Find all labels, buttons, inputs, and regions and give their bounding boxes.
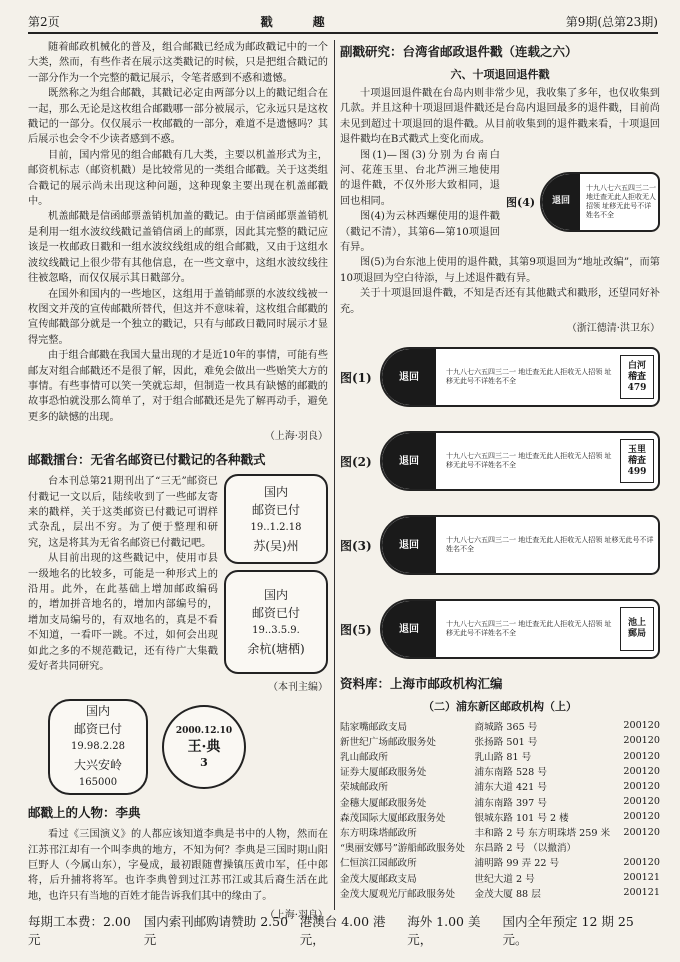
figure-5 bbox=[340, 590, 660, 668]
table-row bbox=[340, 764, 660, 779]
table-cell-zip: 200120 bbox=[623, 735, 660, 747]
arena-article bbox=[28, 474, 328, 693]
stamp-line: 邮资已付 bbox=[251, 606, 300, 621]
person-title: 邮戳上的人物：李典 bbox=[28, 805, 141, 821]
intro-paragraph: 在国外和国内的一些地区，这组用于盖销邮票的水波纹线被一枚图文并茂的宣传邮戳所替代，但这并不意味着，这枚组合邮戳的宣传邮戳部分就是一个独立的戳记，只有与邮政日戳同时展示才显得完整。 bbox=[28, 288, 328, 346]
table-cell-name: 证券大厦邮政服务处 bbox=[340, 767, 427, 779]
intro-article bbox=[28, 40, 328, 442]
table-cell-addr: 张扬路 501 号 bbox=[474, 736, 538, 748]
return-stamp-body bbox=[380, 515, 660, 575]
postage-paid-stamp-2 bbox=[224, 570, 328, 674]
table-cell-zip: 200120 bbox=[623, 720, 660, 732]
intro-paragraph: 目前，国内常见的组合邮戳有几大类，主要以机盖形式为主，邮资机标志（邮资机戳）是比较常见的一类组合邮戳。关于这类组合戳记的展示尚未出现这种问题，这种现象主要出现在机盖邮戳中。 bbox=[28, 149, 328, 208]
table-cell-zip: 200120 bbox=[623, 856, 660, 868]
stamp-line: 邮资已付 bbox=[251, 503, 300, 518]
arena-paragraph: 台本刊总第21期刊出了“三无”邮资已付戳记一文以后，陆续收到了一些邮友寄来的戳样，关于这类邮资已付戳记可谓样式杂乱，层出不穷。为了便于整理和研究，这是将其为无省名邮资已付戳记吧。 bbox=[28, 476, 218, 549]
postage-paid-stamp-1 bbox=[224, 474, 328, 564]
right-column bbox=[340, 40, 660, 900]
footer-price: 每期工本费：2.00 元 bbox=[28, 914, 131, 947]
stamp-line: 2000.12.10 bbox=[175, 725, 233, 736]
return-label: 退回 bbox=[382, 349, 436, 405]
library-subtitle: （二）浦东新区邮政机构（上） bbox=[423, 700, 577, 714]
return-items: 十九八七六五四三二一 地迁查无此人拒收无人招领 址移无此号不详姓名不全 bbox=[446, 536, 654, 554]
office-tag bbox=[620, 439, 654, 483]
series-paragraph: 十项退回退件戳在台岛内则非常少见，我收集了多年，也仅收集到几款。并且这种十项退回退件戳还是台岛内退回最多的退件戳，目前尚未见到超过十项退回的退件戳。从目前收集到的退件戳来看，十项退回退件戳均在B式戳式上变化而成。 bbox=[340, 88, 660, 146]
tag-line: 郵局 bbox=[627, 629, 646, 640]
table-row bbox=[340, 824, 660, 839]
stamp-line: 邮资已付 bbox=[73, 722, 122, 737]
stamp-line: 19..1.2.18 bbox=[250, 522, 302, 534]
footer-overseas: 海外 1.00 美元， bbox=[407, 914, 481, 947]
column-divider bbox=[334, 40, 335, 910]
arena-paragraph: 从目前出现的这些戳记中，使用市县一级地名的比较多，可能是一种形式上的沿用。此外，在此基础上增加邮政编码的，增加拼音地名的，增加内部编号的，增加支局编号的，有双地名的，真是不看不知道，一看吓一跳。不过，如何会出现如此之多的不规范戳记，还有待广大集戳爱好者共同研究。 bbox=[28, 553, 218, 673]
table-cell-name: 新世纪广场邮政服务处 bbox=[340, 736, 436, 748]
tag-line: 池上 bbox=[627, 618, 646, 629]
issue-number: 第9期(总第23期) bbox=[565, 14, 658, 29]
footer-yearly: 国内全年预定 12 期 25 元。 bbox=[502, 914, 634, 947]
table-row bbox=[340, 809, 660, 824]
series-title: 副戳研究：台湾省邮政退件戳（连载之六） bbox=[340, 44, 578, 59]
table-cell-name: 仁恒滨江园邮政所 bbox=[340, 858, 417, 870]
figures-list bbox=[340, 338, 660, 668]
table-cell-addr: 世纪大道 2 号 bbox=[474, 873, 535, 885]
table-cell-addr: 丰和路 2 号 东方明珠塔 259 米 bbox=[474, 828, 611, 839]
person-paragraph: 看过《三国演义》的人都应该知道李典是书中的人物，然而在江苏邗江却有一个叫李典的地方，不知为何？李典是三国时期山阳巨野人（今属山东），字曼成，最初跟随曹操镇压黄巾军，任中郎将，后升捕将将军。也许李典曾到过江苏邗江或其后裔生活在此地，也许只有当地的百姓才能告诉我们其中的缘由了。 bbox=[28, 829, 328, 902]
chapter-title: 六、十项退回退件戳 bbox=[450, 68, 550, 81]
table-row bbox=[340, 779, 660, 794]
table-cell-name: 陆家嘴邮政支局 bbox=[340, 721, 408, 733]
intro-paragraph: 机盖邮戳是信函邮票盖销机加盖的戳记。由于信函邮票盖销机是利用一组水波纹线戳记盖销信函上的邮票，因此其完整的戳记应该是一枚邮政日戳和一组水波纹线组成的组合邮戳，又由于这组水波纹线戳记上很少带有其他信息，在一些文章中，这组水波纹线往往被忽略，而仅仅展示其日戳部分。 bbox=[28, 211, 328, 285]
return-items: 十九八七六五四三二一 地迁查无此人拒收无人招领 址移无此号不详姓名不全 bbox=[446, 368, 612, 386]
series-author: （浙江德清·洪卫东） bbox=[566, 323, 660, 335]
series-paragraph: 图(5)为台东池上使用的退件戳，其第9项退回为“地址改编”，而第10项退回为空白待添，与上述退件戳有异。 bbox=[340, 257, 660, 284]
table-cell-zip: 200120 bbox=[623, 780, 660, 792]
table-cell-addr: 浦东南路 528 号 bbox=[474, 767, 547, 779]
lidian-postmark bbox=[162, 705, 246, 789]
table-cell-zip: 200120 bbox=[623, 796, 660, 808]
series-paragraph: 关于十项退回退件戳，不知是否还有其他戳式和戳形，还望同好补充。 bbox=[340, 288, 660, 315]
return-items: 十九八七六五四三二一 地迁查无此人拒收无人招领 址移无此号不详姓名不全 bbox=[446, 620, 612, 638]
table-row bbox=[340, 870, 660, 885]
table-cell-name: “奥丽安娜号”游船邮政服务处 bbox=[340, 843, 465, 855]
tag-line: 479 bbox=[627, 382, 647, 393]
stamp-line: 余杭(塘栖) bbox=[247, 642, 305, 657]
intro-paragraph: 既然称之为组合邮戳，其戳记必定由两部分以上的戳记组合在一起，那么无论是这枚组合邮戳哪一部分被展示，它永远只是这枚戳记的一部分。仅仅展示一枚邮戳的一部分，难道不是遗憾吗？其后展示也会令不少读者感到不惑。 bbox=[28, 88, 328, 146]
arena-title: 邮戳擂台：无省名邮资已付戳记的各种戳式 bbox=[28, 452, 266, 468]
table-cell-name: 乳山邮政所 bbox=[340, 752, 388, 764]
office-tag bbox=[620, 607, 654, 651]
table-cell-name: 森茂国际大厦邮政服务处 bbox=[340, 812, 446, 824]
table-row bbox=[340, 794, 660, 809]
table-row bbox=[340, 885, 660, 900]
table-cell-name: 东方明珠塔邮政所 bbox=[340, 828, 417, 839]
series-paragraph: 图(4)为云林西螺使用的退件戳（戳记不清），其第6—第10项退回有异。 bbox=[340, 211, 500, 254]
fig4-text bbox=[340, 148, 500, 256]
stamp-line: 国内 bbox=[263, 485, 288, 500]
page-header bbox=[28, 10, 658, 34]
tag-line: 稽查 bbox=[627, 455, 646, 466]
intro-author: （上海·羽良） bbox=[264, 431, 328, 443]
stamp-line: 王·典 bbox=[187, 738, 221, 755]
publication-title: 戳趣 bbox=[260, 14, 365, 29]
office-tag bbox=[620, 355, 654, 399]
figure-caption: 图(1) bbox=[340, 370, 372, 385]
return-label: 退回 bbox=[542, 174, 580, 230]
table-cell-zip: 200121 bbox=[623, 887, 660, 899]
table-row bbox=[340, 733, 660, 748]
table-cell-name: 金茂大厦观光厅邮政服务处 bbox=[340, 888, 456, 900]
table-row bbox=[340, 718, 660, 733]
table-cell-name: 金穗大厦邮政服务处 bbox=[340, 797, 427, 809]
figure-caption: 图(2) bbox=[340, 454, 372, 469]
table-cell-addr: 浦东南路 397 号 bbox=[474, 797, 547, 809]
intro-paragraph: 随着邮政机械化的普及，组合邮戳已经成为邮政戳记中的一个大类，然而，有些作者在展示这类戳记的时候，只是把组合戳记的一部分作为一个完整的戳记展示，令笔者感到不惑和遗憾。 bbox=[28, 42, 328, 84]
library-title: 资料库：上海市邮政机构汇编 bbox=[340, 676, 503, 692]
tag-line: 499 bbox=[627, 466, 647, 477]
return-stamp-body bbox=[380, 431, 660, 491]
tag-line: 稽查 bbox=[627, 371, 646, 382]
return-label: 退回 bbox=[382, 517, 436, 573]
stamp-line: 3 bbox=[200, 755, 208, 769]
table-cell-name: 荣城邮政所 bbox=[340, 782, 388, 794]
left-column bbox=[28, 40, 328, 921]
figure-3 bbox=[340, 506, 660, 584]
return-stamp-body bbox=[540, 172, 660, 232]
figure-caption: 图(4) bbox=[506, 195, 536, 209]
post-office-table bbox=[340, 718, 660, 900]
table-row bbox=[340, 855, 660, 870]
table-cell-name: 金茂大厦邮政支局 bbox=[340, 873, 417, 885]
return-label: 退回 bbox=[382, 433, 436, 489]
footer-support: 国内索刊邮购请赞助 2.50 元 bbox=[143, 914, 289, 947]
fig4-block bbox=[340, 148, 660, 256]
table-cell-addr: 乳山路 81 号 bbox=[474, 752, 532, 764]
figure-1 bbox=[340, 338, 660, 416]
table-cell-zip bbox=[621, 840, 660, 855]
return-stamp-body bbox=[380, 347, 660, 407]
stamp-row bbox=[48, 699, 328, 795]
table-cell-addr: 商城路 365 号 bbox=[474, 721, 538, 733]
arena-author: （本刊主编） bbox=[268, 682, 328, 694]
person-author: （上海·羽良） bbox=[264, 910, 328, 922]
table-cell-zip: 200120 bbox=[623, 826, 660, 838]
return-items: 十九八七六五四三二一 地迁查无此人拒收无人招领 址移无此号不详姓名不全 bbox=[586, 183, 656, 219]
stamp-line: 国内 bbox=[263, 588, 288, 603]
table-cell-addr: 银城东路 101 号 2 楼 bbox=[474, 812, 569, 824]
intro-paragraph: 由于组合邮戳在我国大量出现的才是近10年的事情，可能有些邮友对组合邮戳还不是很了解，因此，难免会做出一些贻笑大方的事情。有些事情可以笑一笑就忘却，但制造一枚具有缺憾的邮戳的故事恐怕就没那么简单了，对于组合邮戳还是先了解再动手，避免更多的缺憾的出现。 bbox=[28, 350, 328, 423]
table-cell-zip: 200121 bbox=[623, 872, 660, 884]
table-cell-addr: 东昌路 2 号 （以撤消） bbox=[474, 843, 577, 855]
stamp-line: 苏(吴)州 bbox=[253, 539, 299, 554]
table-cell-zip: 200120 bbox=[623, 811, 660, 823]
return-stamp bbox=[540, 167, 660, 237]
return-items: 十九八七六五四三二一 地迁查无此人拒收无人招领 址移无此号不详姓名不全 bbox=[446, 452, 612, 470]
figure-caption: 图(3) bbox=[340, 538, 372, 553]
stamp-line: 国内 bbox=[85, 704, 110, 719]
series-paragraph: 图(1)—图(3)分别为台南白河、花莲玉里、台北芦洲三地使用的退件戳，不仅外形大致相同，退回也相同。 bbox=[340, 149, 500, 207]
table-cell-addr: 金茂大厦 88 层 bbox=[474, 888, 541, 900]
figure-2 bbox=[340, 422, 660, 500]
stamp-line: 165000 bbox=[78, 777, 118, 789]
figure-caption: 图(5) bbox=[340, 622, 372, 637]
figure-4 bbox=[506, 148, 660, 256]
stamp-line: 大兴安岭 bbox=[73, 758, 122, 773]
table-row bbox=[340, 748, 660, 763]
table-row bbox=[340, 840, 660, 855]
stamp-line: 19.98.2.28 bbox=[70, 741, 126, 753]
page-number: 第2页 bbox=[28, 14, 60, 29]
return-label: 退回 bbox=[382, 601, 436, 657]
table-cell-zip: 200120 bbox=[623, 750, 660, 762]
footer-hkmo: 港澳台 4.00 港元， bbox=[299, 914, 386, 947]
stamp-column bbox=[224, 474, 328, 674]
table-cell-addr: 浦明路 99 弄 22 号 bbox=[474, 858, 560, 870]
tag-line: 白河 bbox=[627, 360, 646, 371]
postage-paid-stamp-3 bbox=[48, 699, 148, 795]
return-stamp-body bbox=[380, 599, 660, 659]
table-cell-addr: 浦东大道 421 号 bbox=[474, 782, 547, 794]
page-footer bbox=[28, 914, 658, 947]
table-cell-zip: 200120 bbox=[623, 765, 660, 777]
stamp-line: 19..3.5.9. bbox=[252, 625, 300, 637]
tag-line: 玉里 bbox=[627, 444, 646, 455]
